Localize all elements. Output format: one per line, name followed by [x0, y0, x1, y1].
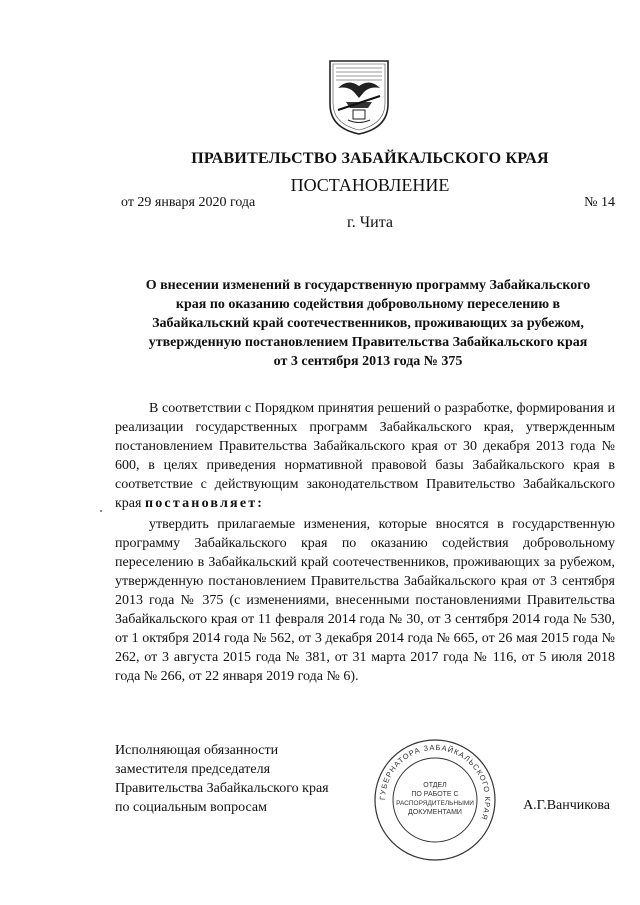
- stamp-center-line: ПО РАБОТЕ С: [411, 791, 459, 798]
- signatory-line: Правительства Забайкальского края: [115, 781, 329, 796]
- preamble-paragraph: [115, 399, 615, 513]
- coat-of-arms-emblem: [326, 58, 392, 136]
- stamp-center-line: ДОКУМЕНТАМИ: [408, 809, 462, 816]
- stamp-center-line: РАСПОРЯДИТЕЛЬНЫМИ: [396, 800, 474, 807]
- government-name: ПРАВИТЕЛЬСТВО ЗАБАЙКАЛЬСКОГО КРАЯ: [191, 150, 549, 167]
- document-type: ПОСТАНОВЛЕНИЕ: [290, 175, 450, 195]
- title-line: утвержденную постановлением Правительства Забайкальского края: [148, 335, 588, 350]
- title-line: от 3 сентября 2013 года № 375: [273, 354, 463, 369]
- stamp-center-line: ОТДЕЛ: [423, 782, 447, 789]
- signatory-line: по социальным вопросам: [115, 800, 267, 815]
- document-city: г. Чита: [346, 214, 393, 231]
- signatory-position: [115, 741, 329, 817]
- signatory-line: заместителя председателя: [115, 762, 271, 777]
- preamble-text: В соответствии с Порядком принятия решений о разработке, формирования и реализации государственных программ Забайкальского края, утвержденным постановлением Правительства Забайкальского края от 30 декабря 2013 года № 600, в целях приведения нормативной правовой базы Забайкальского края в соответствие с действующим законодательством Правительство Забайкальского края: [115, 401, 615, 511]
- stamp-outer-text: ГУБЕРНАТОРА ЗАБАЙКАЛЬСКОГО КРАЯ: [377, 742, 493, 822]
- title-line: О внесении изменений в государственную программу Забайкальского: [145, 278, 591, 293]
- official-stamp: [372, 737, 498, 863]
- signatory-name: А.Г.Ванчикова: [523, 798, 610, 813]
- resolution-paragraph: утвердить прилагаемые изменения, которые вносятся в государственную программу Забайкальского края по оказанию содействия добровольному переселению в Забайкальский край соотечественников, проживающих за рубежом, утвержденную постановлением Правительства Забайкальского края от 3 сентября 2013 года № 375 (с изменениями, внесенными постановлениями Правительства Забайкальского края от 11 февраля 2014 года № 30, от 3 сентября 2014 года № 530, от 1 октября 2014 года № 562, от 3 декабря 2014 года № 665, от 26 мая 2015 года № 262, от 3 августа 2015 года № 381, от 31 марта 2017 года № 116, от 5 июля 2018 года № 266, от 22 января 2019 года № 6).: [115, 517, 615, 684]
- document-number: № 14: [584, 195, 615, 210]
- resolves-word: постановляет:: [144, 496, 265, 511]
- scan-mark: [100, 510, 102, 512]
- signatory-line: Исполняющая обязанности: [115, 743, 279, 758]
- title-line: края по оказанию содействия добровольному переселению в: [175, 297, 561, 312]
- document-date: от 29 января 2020 года: [121, 195, 256, 210]
- title-line: Забайкальский край соотечественников, проживающих за рубежом,: [152, 316, 584, 331]
- document-title: [120, 276, 616, 371]
